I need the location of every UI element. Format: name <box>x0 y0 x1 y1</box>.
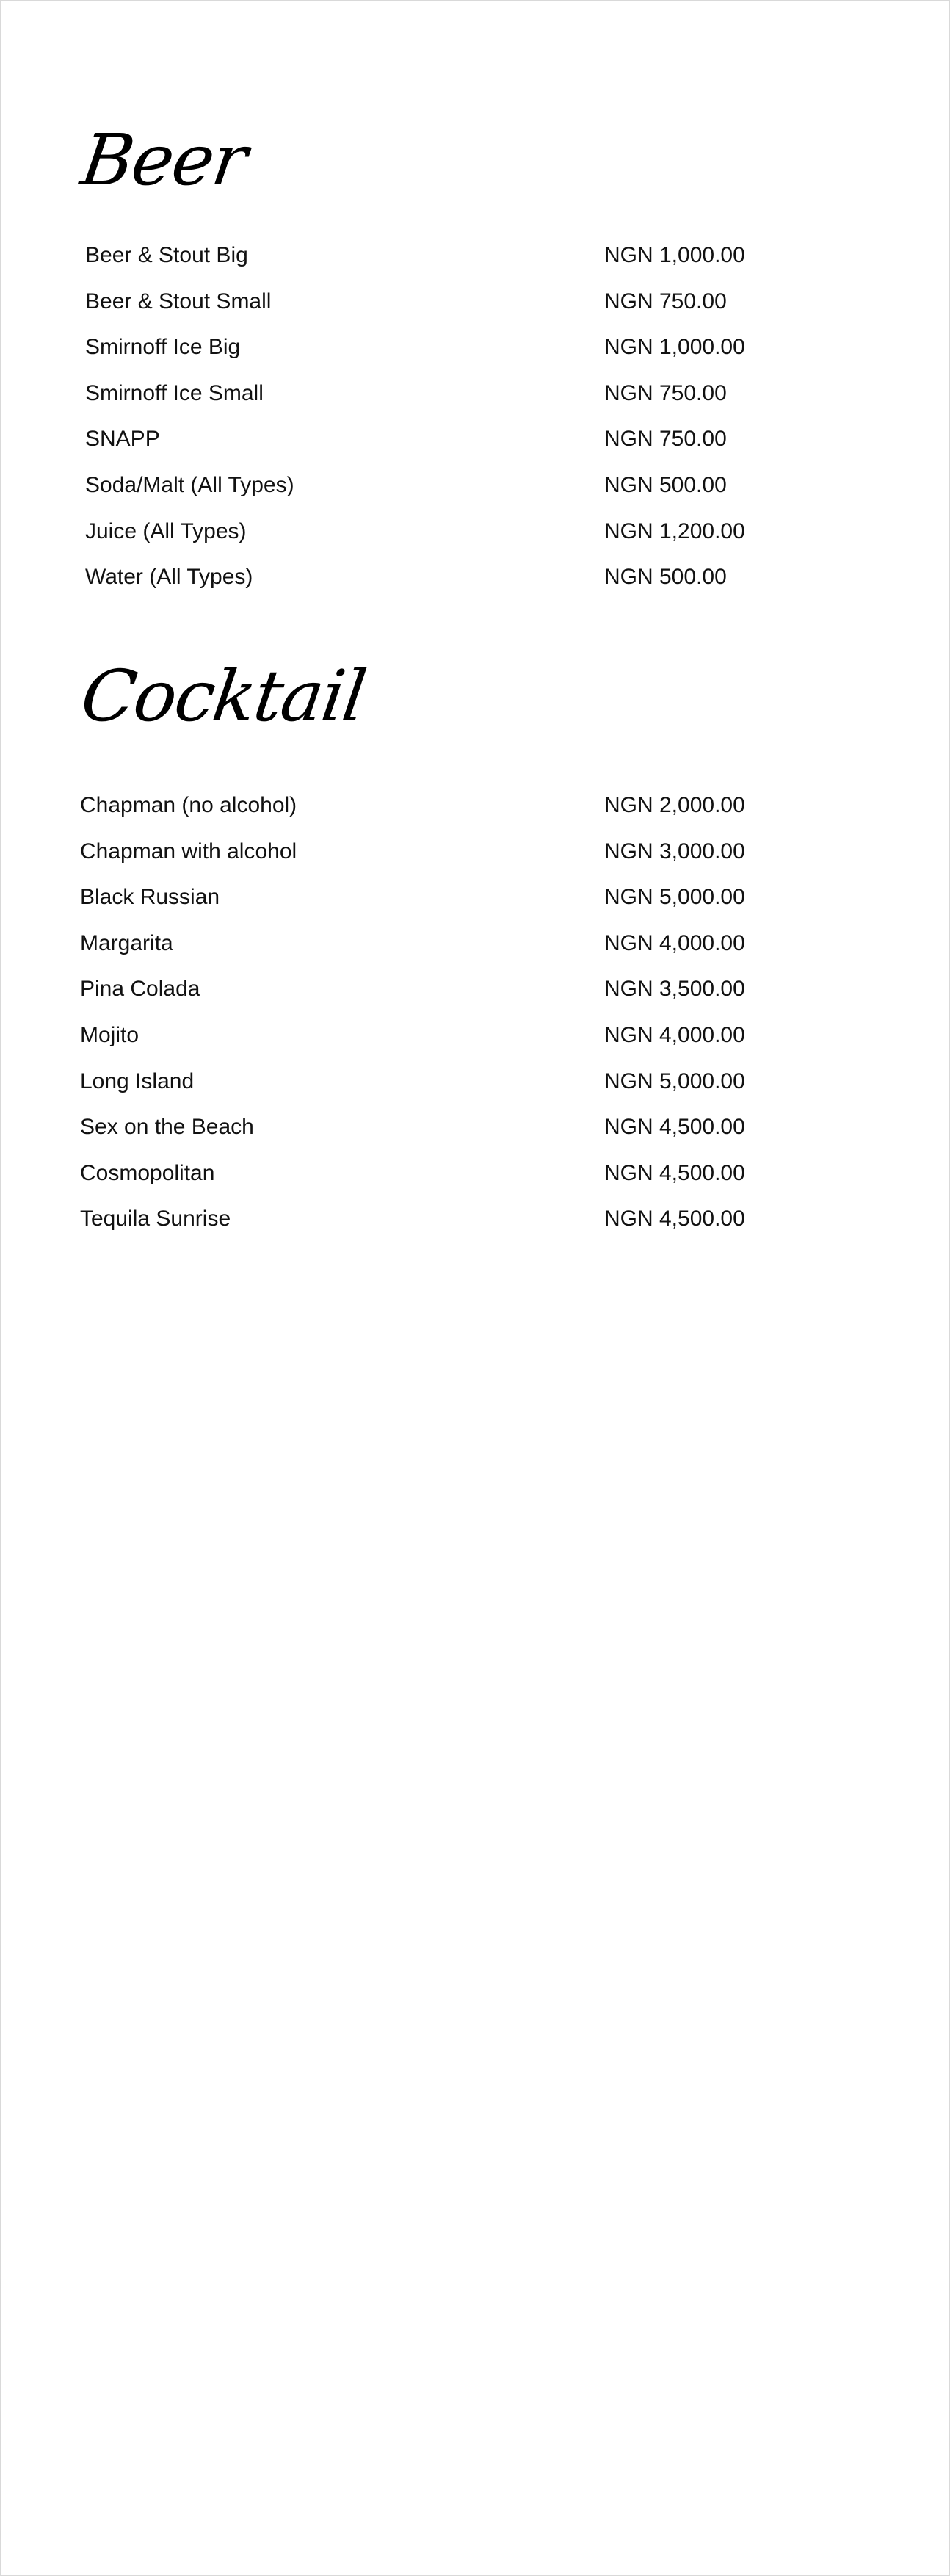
item-name: Soda/Malt (All Types) <box>85 472 294 497</box>
item-name: Margarita <box>80 930 173 955</box>
item-name: Black Russian <box>80 885 220 910</box>
item-name: Tequila Sunrise <box>80 1206 231 1231</box>
item-price: NGN 1,000.00 <box>604 243 745 267</box>
menu-item <box>85 291 819 337</box>
item-price: NGN 5,000.00 <box>604 1068 745 1093</box>
item-name: Beer & Stout Small <box>85 289 272 314</box>
item-price: NGN 4,000.00 <box>604 1022 745 1047</box>
item-name: Pina Colada <box>80 977 200 1002</box>
item-price: NGN 1,200.00 <box>604 518 745 543</box>
menu-item <box>85 380 819 429</box>
item-price: NGN 3,000.00 <box>604 839 745 864</box>
item-name: Mojito <box>80 1022 139 1047</box>
menu-item <box>80 1024 814 1071</box>
item-name: Smirnoff Ice Big <box>85 335 241 360</box>
item-price: NGN 500.00 <box>604 472 727 497</box>
item-price: NGN 500.00 <box>604 565 727 590</box>
menu-item <box>80 978 814 1024</box>
item-price: NGN 4,000.00 <box>604 930 745 955</box>
beer-section <box>76 119 811 201</box>
item-name: Water (All Types) <box>85 565 253 590</box>
item-price: NGN 750.00 <box>604 289 727 314</box>
item-price: NGN 5,000.00 <box>604 885 745 910</box>
item-name: Cosmopolitan <box>80 1160 215 1185</box>
menu-item <box>85 474 819 521</box>
menu-item <box>80 1116 814 1162</box>
item-name: Juice (All Types) <box>85 518 247 543</box>
menu-list <box>80 795 814 1254</box>
menu-item <box>80 930 814 979</box>
item-price: NGN 750.00 <box>604 380 727 405</box>
item-name: Chapman with alcohol <box>80 839 297 864</box>
menu-item <box>85 518 819 567</box>
item-price: NGN 4,500.00 <box>604 1206 745 1231</box>
item-price: NGN 4,500.00 <box>604 1115 745 1140</box>
item-price: NGN 4,500.00 <box>604 1160 745 1185</box>
menu-item <box>80 886 814 933</box>
menu-item <box>85 428 819 474</box>
item-name: Sex on the Beach <box>80 1115 254 1140</box>
item-price: NGN 750.00 <box>604 427 727 452</box>
item-price: NGN 1,000.00 <box>604 335 745 360</box>
item-name: Long Island <box>80 1068 195 1093</box>
menu-item <box>80 1068 814 1117</box>
item-name: Beer & Stout Big <box>85 243 248 267</box>
menu-item <box>85 336 819 383</box>
menu-item <box>80 1162 814 1209</box>
menu-item <box>80 1208 814 1254</box>
menu-list <box>85 245 819 612</box>
menu-item <box>85 566 819 612</box>
section-title-cocktail: Cocktail <box>76 655 371 737</box>
item-name: SNAPP <box>85 427 160 452</box>
menu-item <box>80 795 814 841</box>
item-name: Chapman (no alcohol) <box>80 793 297 817</box>
cocktail-section <box>76 655 811 737</box>
item-price: NGN 3,500.00 <box>604 977 745 1002</box>
item-price: NGN 2,000.00 <box>604 793 745 817</box>
item-name: Smirnoff Ice Small <box>85 380 264 405</box>
menu-item <box>80 841 814 887</box>
menu-item <box>85 245 819 291</box>
section-title-beer: Beer <box>76 119 251 201</box>
